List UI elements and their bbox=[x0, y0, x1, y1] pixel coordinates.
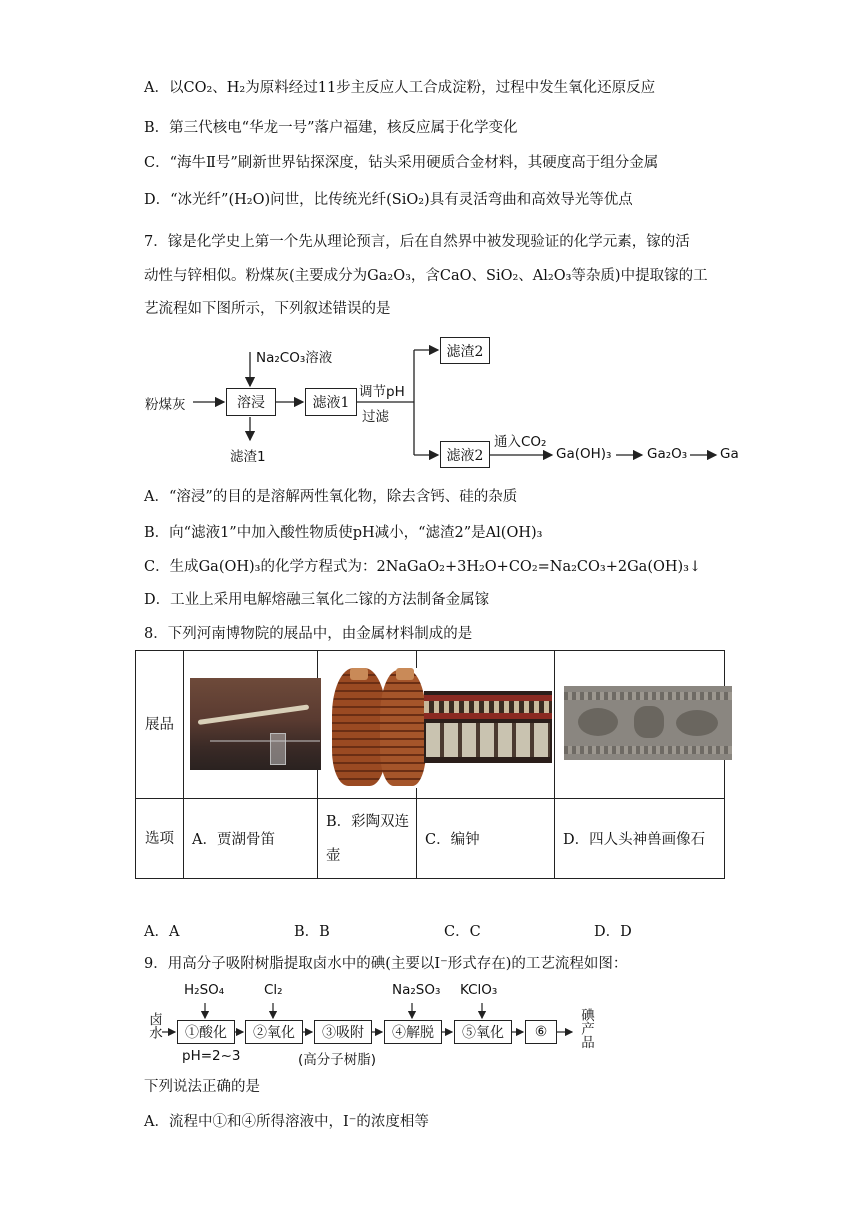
q7-residue1-label: 滤渣1 bbox=[230, 449, 266, 465]
q9-feed-label: 卤水 bbox=[146, 1012, 162, 1039]
q7-option-b: B．向“滤液1”中加入酸性物质使pH减小，“滤渣2”是Al(OH)₃ bbox=[144, 525, 543, 541]
q9-prompt: 下列说法正确的是 bbox=[144, 1079, 260, 1095]
q8-answer-c: C．C bbox=[444, 924, 481, 940]
q8-stem: 8．下列河南博物院的展品中，由金属材料制成的是 bbox=[144, 626, 473, 642]
q9-step6-box: ⑥ bbox=[525, 1020, 557, 1044]
q7-reagent-label: Na₂CO₃溶液 bbox=[256, 350, 333, 366]
q9-resin-label: (高分子树脂) bbox=[298, 1052, 377, 1068]
q8-row-head-exhibit: 展品 bbox=[136, 651, 184, 799]
q9-step1-box: ①酸化 bbox=[177, 1020, 235, 1044]
q7-stem-line2: 动性与锌相似。粉煤灰(主要成分为Ga₂O₃，含CaO、SiO₂、Al₂O₃等杂质)中提取镓的工 bbox=[144, 268, 708, 284]
q7-stem-line3: 艺流程如下图所示，下列叙述错误的是 bbox=[144, 301, 391, 317]
q9-reagent-h2so4: H₂SO₄ bbox=[184, 982, 225, 998]
q9-stem: 9．用高分子吸附树脂提取卤水中的碘(主要以I⁻形式存在)的工艺流程如图： bbox=[144, 956, 628, 972]
q7-product-ga2o3: Ga₂O₃ bbox=[647, 446, 688, 462]
q7-option-a: A．“溶浸”的目的是溶解两性氧化物，除去含钙、硅的杂质 bbox=[144, 489, 518, 505]
q8-row-head-option: 选项 bbox=[136, 799, 184, 879]
q7-product-ga: Ga bbox=[720, 446, 739, 462]
q7-adjust-ph-label: 调节pH bbox=[359, 384, 405, 400]
q7-option-c: C．生成Ga(OH)₃的化学方程式为：2NaGaO₂+3H₂O+CO₂=Na₂CO₃+2Ga(OH)₃↓ bbox=[144, 559, 702, 575]
q9-ph-label: pH=2~3 bbox=[182, 1048, 241, 1064]
q7-stem-line1: 7．镓是化学史上第一个先从理论预言，后在自然界中被发现验证的化学元素，镓的活 bbox=[144, 234, 690, 250]
q9-reagent-na2so3: Na₂SO₃ bbox=[392, 982, 441, 998]
q8-answer-a: A．A bbox=[144, 924, 180, 940]
q7-co2-label: 通入CO₂ bbox=[494, 434, 547, 450]
q7-residue2-box: 滤渣2 bbox=[440, 337, 490, 364]
q6-option-b: B．第三代核电“华龙一号”落户福建，核反应属于化学变化 bbox=[144, 120, 518, 136]
q9-reagent-kclo3: KClO₃ bbox=[460, 982, 498, 998]
q9-option-a: A．流程中①和④所得溶液中，I⁻的浓度相等 bbox=[144, 1114, 429, 1130]
q7-dissolve-box: 溶浸 bbox=[226, 388, 276, 416]
q9-step5-box: ⑤氧化 bbox=[454, 1020, 512, 1044]
q6-option-d: D．“冰光纤”(H₂O)问世，比传统光纤(SiO₂)具有灵活弯曲和高效导光等优点 bbox=[144, 192, 633, 208]
q8-cell-d: D．四人头神兽画像石 bbox=[555, 799, 725, 879]
q7-filtrate1-box: 滤液1 bbox=[305, 388, 357, 416]
q7-option-d: D．工业上采用电解熔融三氧化二镓的方法制备金属镓 bbox=[144, 592, 490, 608]
q9-step2-box: ②氧化 bbox=[245, 1020, 303, 1044]
q8-cell-a: A．贾湖骨笛 bbox=[184, 799, 318, 879]
q8-cell-b: B．彩陶双连壶 bbox=[318, 799, 417, 879]
q7-filtrate2-box: 滤液2 bbox=[440, 441, 490, 468]
q8-cell-c: C．编钟 bbox=[417, 799, 555, 879]
q7-feed-label: 粉煤灰 bbox=[145, 397, 186, 413]
q6-option-a: A．以CO₂、H₂为原料经过11步主反应人工合成淀粉，过程中发生氧化还原反应 bbox=[144, 80, 656, 96]
q8-answer-b: B．B bbox=[294, 924, 330, 940]
q7-filter-label: 过滤 bbox=[362, 409, 389, 425]
q9-step4-box: ④解脱 bbox=[384, 1020, 442, 1044]
q7-product-gaoh3: Ga(OH)₃ bbox=[556, 446, 612, 462]
q9-product-label: 碘产品 bbox=[578, 1008, 594, 1049]
q6-option-c: C．“海牛Ⅱ号”刷新世界钻探深度，钻头采用硬质合金材料，其硬度高于组分金属 bbox=[144, 155, 659, 171]
q9-reagent-cl2: Cl₂ bbox=[264, 982, 283, 998]
q8-answer-d: D．D bbox=[594, 924, 632, 940]
q9-step3-box: ③吸附 bbox=[314, 1020, 372, 1044]
